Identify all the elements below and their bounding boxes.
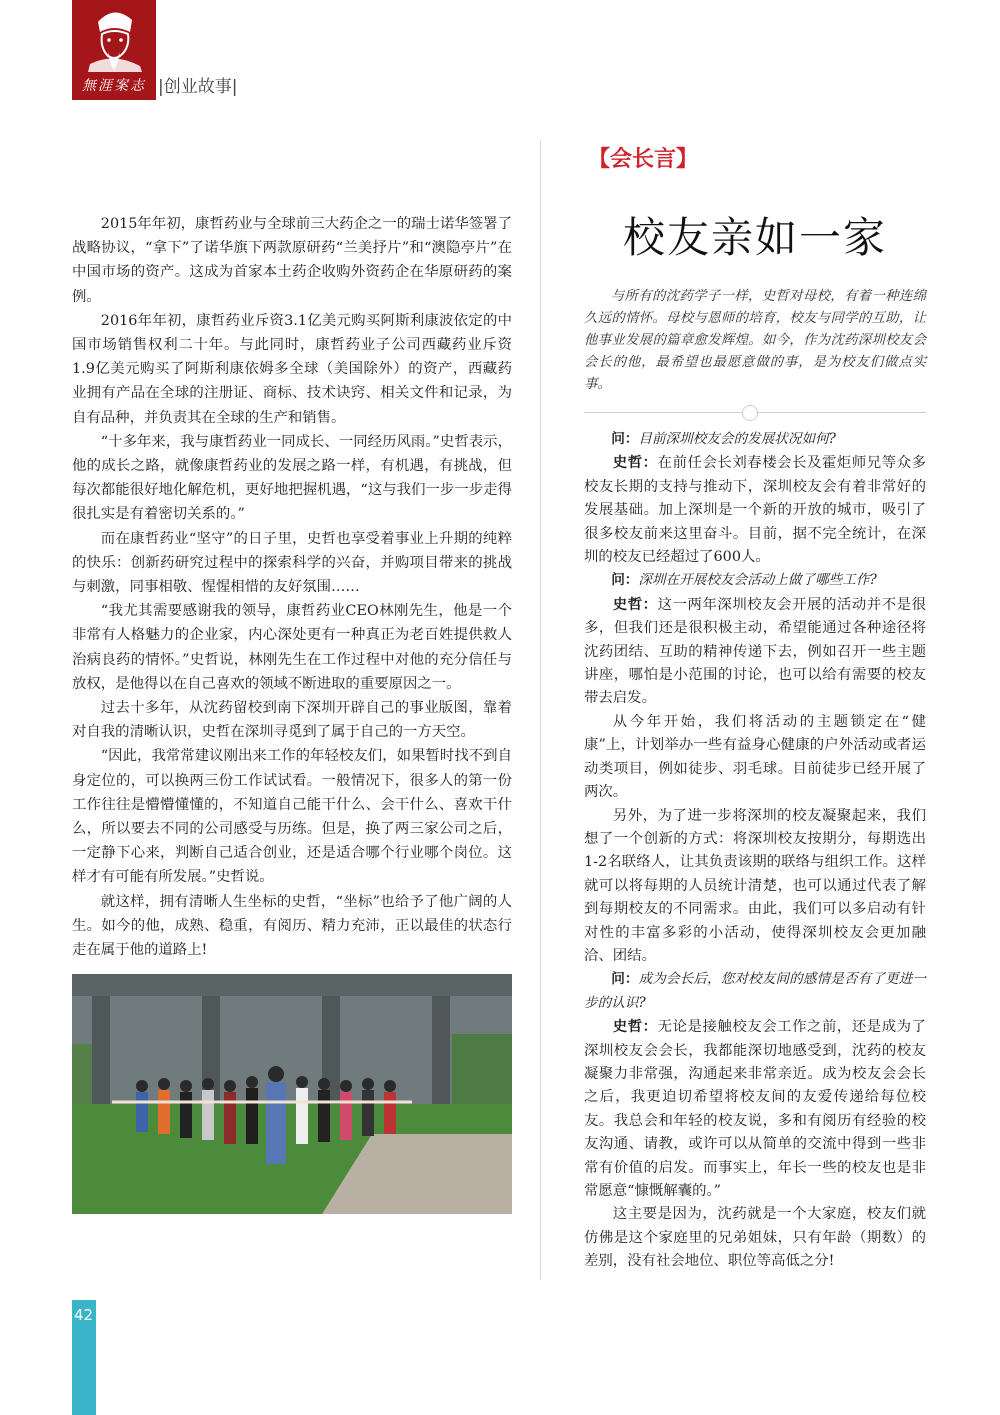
article-intro: 与所有的沈药学子一样，史哲对母校，有着一种连绵久远的情怀。母校与恩师的培育，校友与同学的互助，让他事业发展的篇章愈发辉煌。如今，作为沈药深圳校友会会长的他，最希望也最愿意做的事，是为校友们做点实事。 bbox=[584, 289, 926, 392]
qa-text: 这一两年深圳校友会开展的活动并不是很多，但我们还是很积极主动，希望能通过各种途径将沈药团结、互助的精神传递下去，例如召开一些主题讲座，哪怕是小范围的讨论，也可以给有需要的校友带去启发。 bbox=[584, 596, 926, 707]
question bbox=[584, 428, 926, 451]
speaker-label: 史哲： bbox=[612, 454, 658, 472]
article-paragraph: “我尤其需要感谢我的领导，康哲药业CEO林刚先生，他是一个非常有人格魅力的企业家，内心深处更有一种真正为老百姓提供救人治病良药的情怀。”史哲说，林刚先生在工作过程中对他的充分信任与放权，是他得以在自己喜欢的领域不断进取的重要原因之一。 bbox=[72, 603, 512, 692]
article-headline: 校友亲如一家 bbox=[622, 213, 887, 262]
article-paragraph: 2015年年初，康哲药业与全球前三大药企之一的瑞士诺华签署了战略协议，“拿下”了诺华旗下两款原研药“兰美抒片”和“澳隐亭片”在中国市场的资产。这成为首家本土药企收购外资药企在华原研药的案例。 bbox=[72, 216, 512, 305]
qa-text: 另外，为了进一步将深圳的校友凝聚起来，我们想了一个创新的方式：将深圳校友按期分，每期选出1-2名联络人，让其负责该期的联络与组织工作。这样就可以将每期的人员统计清楚，也可以通过代表了解到每期校友的不同需求。由此，我们可以多启动有针对性的丰富多彩的小活动，使得深圳校友会更加融洽、团结。 bbox=[584, 807, 926, 964]
article-paragraph: 而在康哲药业“坚守”的日子里，史哲也享受着事业上升期的纯粹的快乐：创新药研究过程中的探索科学的兴奋，并购项目带来的挑战与刺激，同事相敬、惺惺相惜的友好氛围…… bbox=[72, 530, 512, 596]
answer-paragraph bbox=[584, 451, 926, 569]
speaker-label: 史哲： bbox=[612, 1018, 658, 1036]
article-paragraph: 就这样，拥有清晰人生坐标的史哲，“坐标”也给予了他广阔的人生。如今的他，成熟、稳重，有阅历、精力充沛，正以最佳的状态行走在属于他的道路上! bbox=[72, 893, 512, 959]
speaker-label: 问： bbox=[611, 431, 639, 447]
qa-text: 目前深圳校友会的发展状况如何? bbox=[638, 431, 836, 447]
article-paragraph: 2016年年初，康哲药业斥资3.1亿美元购买阿斯利康波依定的中国市场销售权利二十年。与此同时，康哲药业子公司西藏药业斥资1.9亿美元购买了阿斯利康依姆多全球（美国除外）的资产，西藏药业拥有产品在全球的注册证、商标、技术诀窍、相关文件和记录，为自有品种，并负责其在全球的生产和销售。 bbox=[72, 312, 512, 426]
article-paragraph: “十多年来，我与康哲药业一同成长、一同经历风雨。”史哲表示，他的成长之路，就像康哲药业的发展之路一样，有机遇，有挑战，但每次都能很好地化解危机，更好地把握机遇，“这与我们一步一步走得很扎实是有着密切关系的。” bbox=[72, 433, 512, 523]
scholar-portrait-icon bbox=[80, 2, 148, 72]
speaker-label: 问： bbox=[611, 572, 639, 589]
qa-text: 成为会长后，您对校友间的感情是否有了更进一步的认识? bbox=[584, 971, 927, 1011]
group-photo-illustration bbox=[72, 974, 512, 1214]
logo-text: 無涯案志 bbox=[82, 78, 146, 94]
article-paragraph: “因此，我常常建议刚出来工作的年轻校友们，如果暂时找不到自身定位的，可以换两三份工作试试看。一般情况下，很多人的第一份工作往往是懵懵懂懂的，不知道自己能干什么、会干什么、喜欢干什么，所以要去不同的公司感受与历练。但是，换了两三家公司之后，一定静下心来，判断自己适合创业，还是适合哪个行业哪个岗位。这样才有可能有所发展。”史哲说。 bbox=[72, 748, 512, 886]
speaker-label: 问： bbox=[611, 971, 639, 988]
section-label: |创业故事| bbox=[158, 77, 238, 97]
answer-paragraph bbox=[584, 711, 926, 805]
article-paragraph: 过去十多年，从沈药留校到南下深圳开辟自己的事业版图，靠着对自我的清晰认识，史哲在深圳寻觅到了属于自己的一方天空。 bbox=[72, 700, 512, 741]
left-article-column bbox=[72, 212, 512, 962]
question bbox=[584, 968, 926, 1015]
qa-text: 无论是接触校友会工作之前，还是成为了深圳校友会会长，我都能深切地感受到，沈药的校友凝聚力非常强，沟通起来非常亲近。成为校友会会长之后，我更迫切希望将校友间的友爱传递给每位校友。我总会和年轻的校友说，多和有阅历有经验的校友沟通、请教，或许可以从简单的交流中得到一些非常有价值的启发。而事实上，年长一些的校友也是非常愿意“慷慨解囊的。” bbox=[584, 1019, 926, 1199]
magazine-logo bbox=[72, 0, 156, 100]
section-tag: 【会长言】 bbox=[588, 147, 699, 172]
group-photo bbox=[72, 974, 512, 1214]
ornament-divider bbox=[584, 404, 926, 422]
question bbox=[584, 569, 926, 592]
answer-paragraph bbox=[584, 805, 926, 969]
answer-paragraph bbox=[584, 593, 926, 711]
right-article-column bbox=[584, 140, 926, 1274]
qa-text: 这主要是因为，沈药就是一个大家庭，校友们就仿佛是这个家庭里的兄弟姐妹，只有年龄（期数）的差别，没有社会地位、职位等高低之分! bbox=[584, 1206, 926, 1270]
page-number: 42 bbox=[74, 1306, 94, 1324]
qa-text: 在前任会长刘春楼会长及霍炬师兄等众多校友长期的支持与推动下，深圳校友会有着非常好的发展基础。加上深圳是一个新的开放的城市，吸引了很多校友前来这里奋斗。目前，据不完全统计，在深圳的校友已经超过了600人。 bbox=[584, 455, 926, 566]
answer-paragraph bbox=[584, 1203, 926, 1273]
interview-qa bbox=[584, 428, 926, 1274]
answer-paragraph bbox=[584, 1015, 926, 1203]
qa-text: 深圳在开展校友会活动上做了哪些工作? bbox=[638, 572, 877, 589]
speaker-label: 史哲： bbox=[612, 595, 658, 613]
column-divider bbox=[540, 140, 541, 1280]
qa-text: 从今年开始，我们将活动的主题锁定在“健康”上，计划举办一些有益身心健康的户外活动或者运动类项目，例如徒步、羽毛球。目前徒步已经开展了两次。 bbox=[584, 713, 926, 801]
